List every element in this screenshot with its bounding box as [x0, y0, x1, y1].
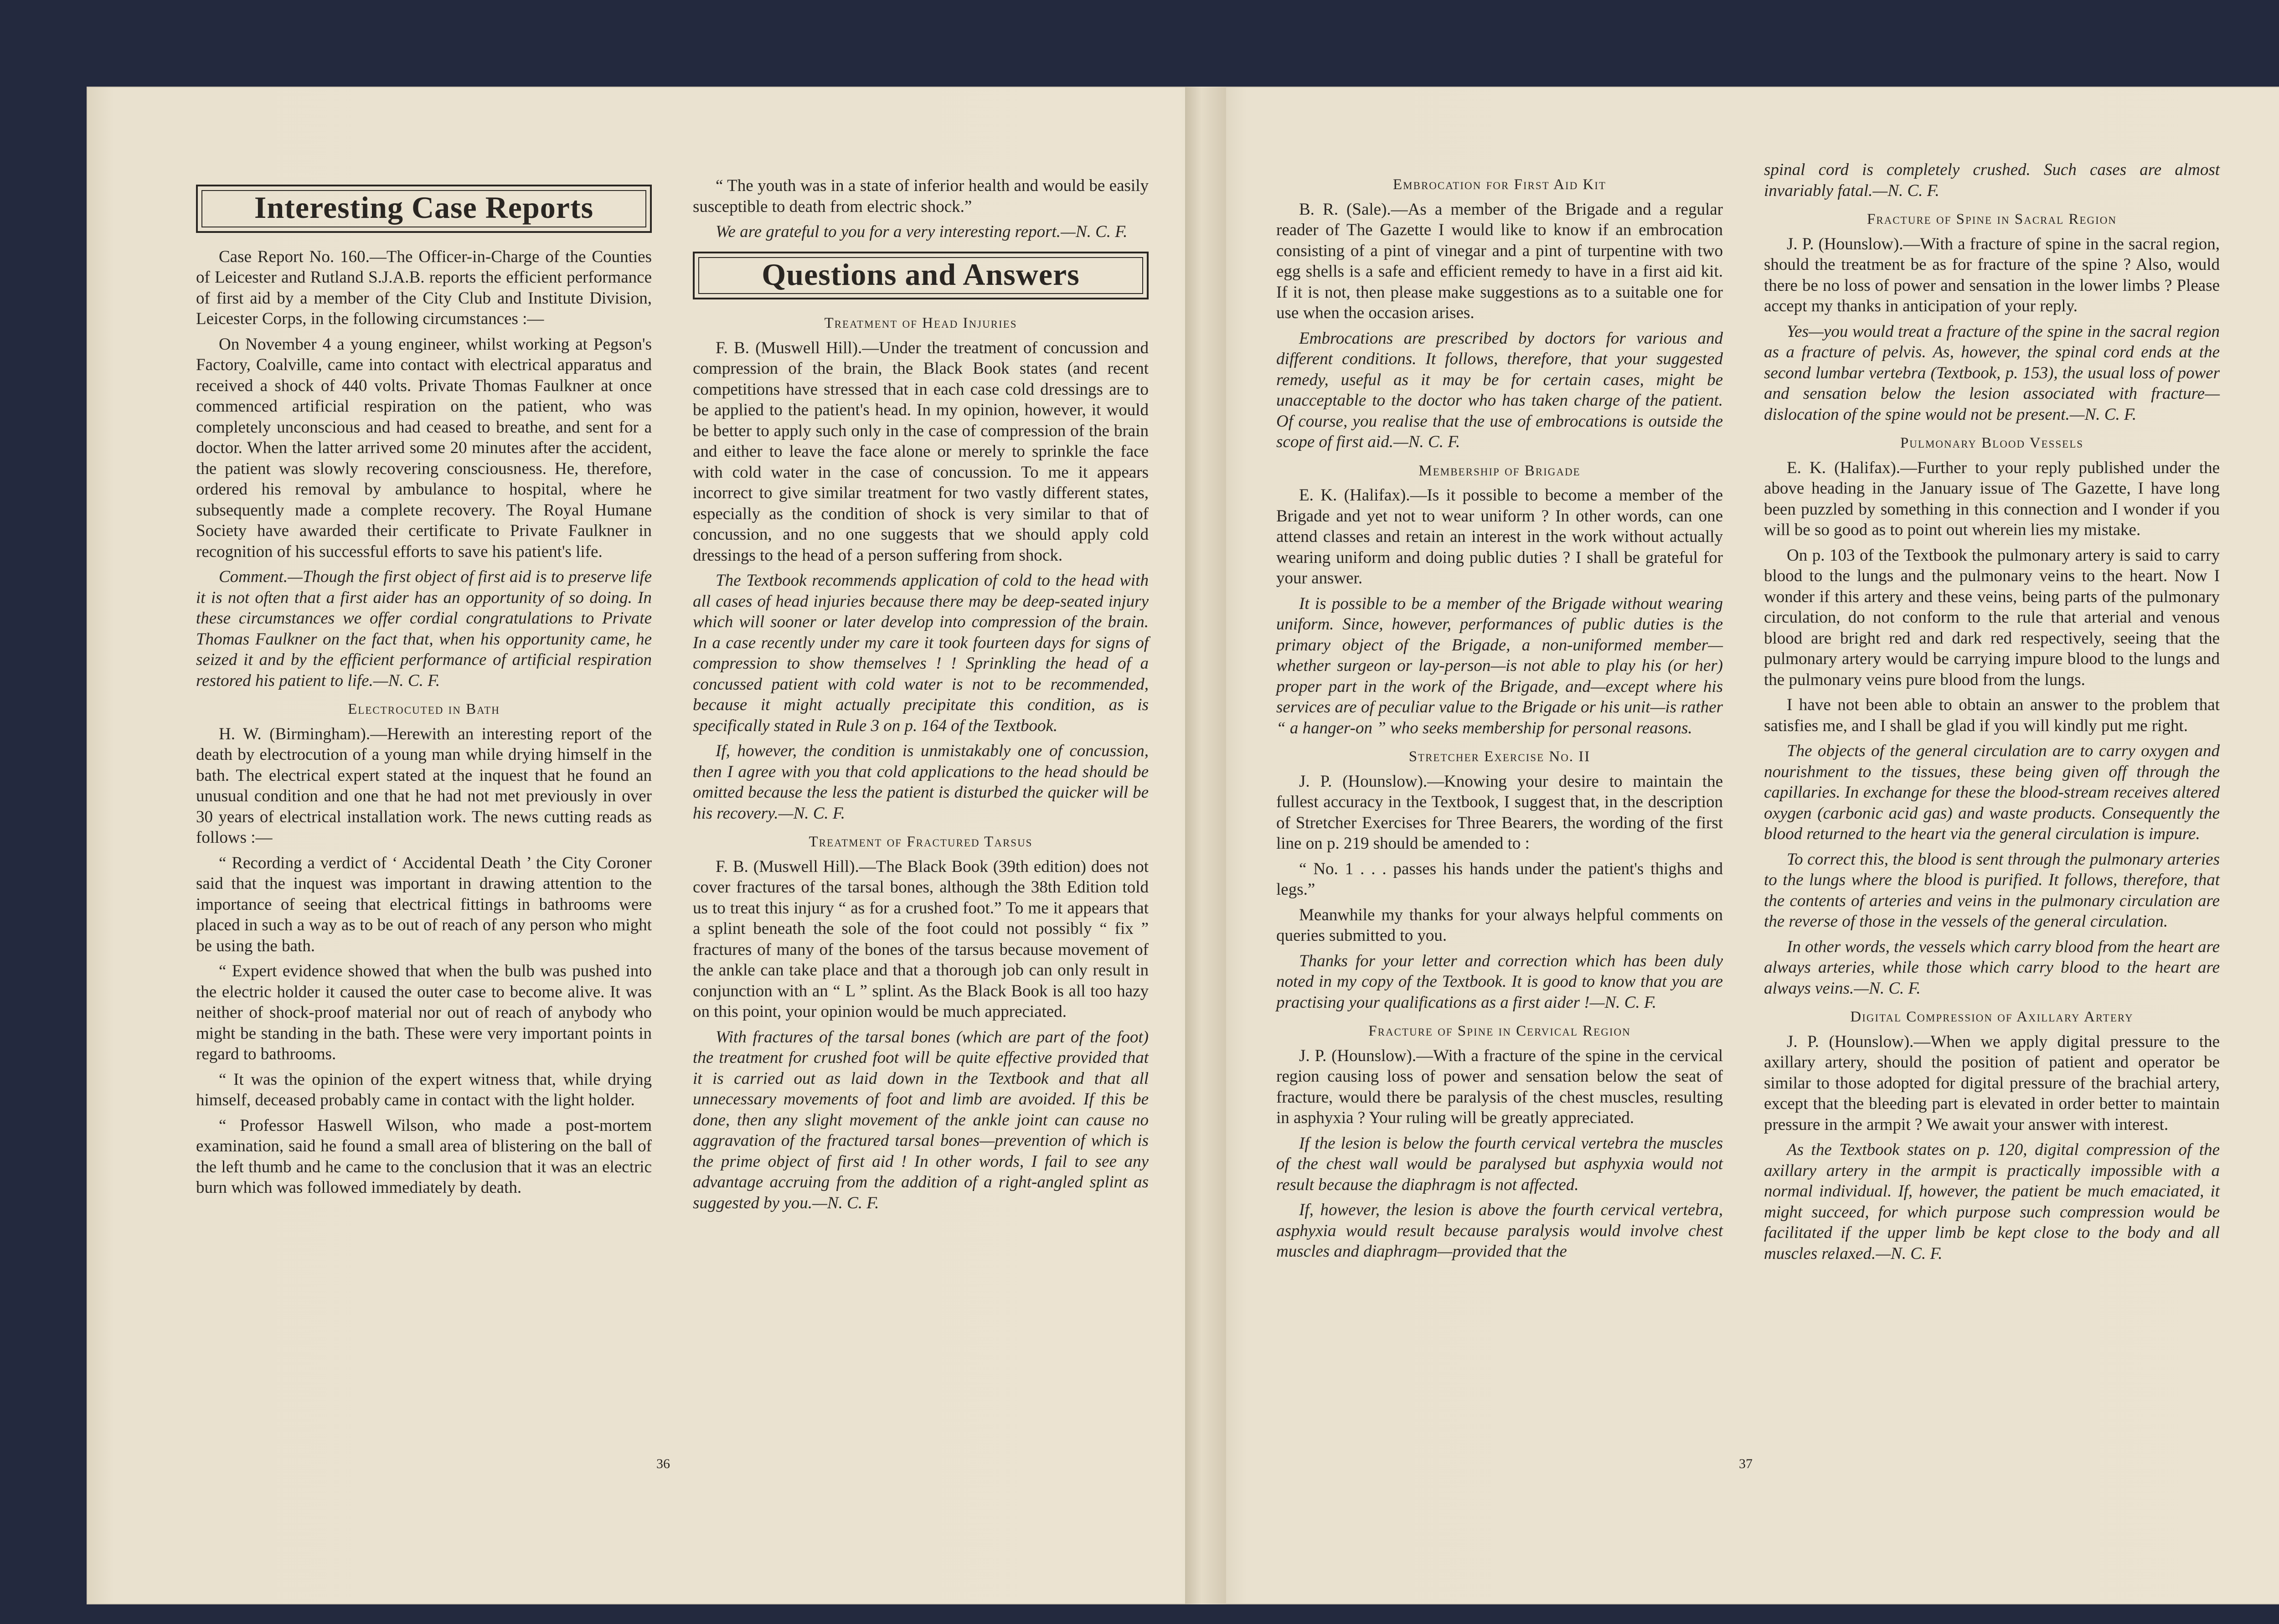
paragraph: J. P. (Hounslow).—Knowing your desire to maintain the fullest accuracy in the Textbook, I suggest that, in the description of Stretcher Exercises for Three Bearers, the wording of the first line on p. 219 should be amended to :	[1276, 772, 1723, 853]
paragraph: Meanwhile my thanks for your always helpful comments on queries submitted to you.	[1276, 905, 1723, 945]
left-column-1	[196, 175, 652, 1203]
reply-paragraph: Thanks for your letter and correction which has been duly noted in my copy of the Textbook. It is good to know that you are practising your qualifications as a first aider !—N. C. F.	[1276, 951, 1723, 1012]
case-reports-title: Interesting Case Reports	[201, 190, 646, 227]
paragraph: “ Expert evidence showed that when the bulb was pushed into the electric holder it caused the outer case to become alive. It was neither of shock-proof material nor out of reach of anybody who might be standing in the bath. These were very important points in regard to bathrooms.	[196, 962, 652, 1063]
paragraph: On p. 103 of the Textbook the pulmonary artery is said to carry blood to the lungs and the pulmonary veins to the heart. Now I wonder if this artery and these veins, being parts of the pulmonary circulation, do not conform to the rule that arterial and venous blood are bright red and dark red respectively, seeing that the pulmonary artery would be carrying impure blood to the lungs and the pulmonary veins pure blood from the lungs.	[1764, 546, 2220, 689]
section-heading: Membership of Brigade	[1418, 462, 1581, 479]
section-heading: Electrocuted in Bath	[348, 701, 500, 717]
section-heading: Fracture of Spine in Sacral Region	[1867, 211, 2117, 227]
page-number-left: 36	[656, 1456, 670, 1471]
paragraph: F. B. (Muswell Hill).—The Black Book (39th edition) does not cover fractures of the tarsal bones, although the 38th Edition told us to treat this injury “ as for a crushed foot.” To me it appears that a splint beneath the sole of the foot could not possibly “ fix ” fractures of many of the bones of the tarsus because movement of the ankle can take place and that a thorough job can only result in conjunction with an “ L ” splint. As the Black Book is all too hazy on this point, your opinion would be much appreciated.	[693, 857, 1149, 1021]
right-column-2	[1764, 160, 2220, 1268]
reply-paragraph: Yes—you would treat a fracture of the spine in the sacral region as a fracture of pelvis. As, however, the spinal cord ends at the second lumbar vertebra (Textbook, p. 153), the usual loss of power and sensation below the lesion associated with fracture—dislocation of the spine would not be present.—N. C. F.	[1764, 322, 2220, 424]
paragraph: “ Recording a verdict of ‘ Accidental Death ’ the City Coroner said that the inquest was important in drawing attention to the importance of seeing that electrical fittings in bathrooms were placed in such a way as to be out of reach of any person who might be using the bath.	[196, 853, 652, 955]
reply-paragraph: In other words, the vessels which carry blood from the heart are always arteries, while those which carry blood to the heart are always veins.—N. C. F.	[1764, 937, 2220, 998]
quote-paragraph: “ No. 1 . . . passes his hands under the patient's thighs and legs.”	[1276, 859, 1723, 899]
paragraph: “ Professor Haswell Wilson, who made a post-mortem examination, said he found a small area of blistering on the ball of the left thumb and he came to the conclusion that it was an electric burn which was followed immediately by death.	[196, 1116, 652, 1197]
reply-paragraph: Embrocations are prescribed by doctors for various and different conditions. It follows, therefore, that your suggested remedy, useful as it may be for certain cases, might be unacceptable to the doctor who has taken charge of the patient. Of course, you realise that the use of embrocations is outside the scope of first aid.—N. C. F.	[1276, 329, 1723, 451]
page-number-right: 37	[1739, 1456, 1753, 1471]
reply-paragraph: With fractures of the tarsal bones (which are part of the foot) the treatment for crushed foot will be quite effective provided that it is carried out as laid down in the Textbook and that all unnecessary movements of foot and limb are avoided. If this be done, then any slight movement of the ankle joint can cause no aggravation of the fractured tarsal bones—prevention of which is the prime object of first aid ! In other words, I fail to see any advantage accruing from the addition of a right-angled splint as suggested by you.—N. C. F.	[693, 1027, 1149, 1212]
comment-paragraph: Comment.—Though the first object of first aid is to preserve life it is not often that a first aider has an opportunity of so doing. In these circumstances we offer cordial congratulations to Private Thomas Faulkner on the fact that, when his opportunity came, he seized it and by the efficient performance of artificial respiration restored his patient to life.—N. C. F.	[196, 567, 652, 690]
section-heading: Fracture of Spine in Cervical Region	[1368, 1023, 1631, 1039]
paragraph: J. P. (Hounslow).—With a fracture of the spine in the cervical region causing loss of power and sensation below the seat of fracture, would there be paralysis of the chest muscles, resulting in asphyxia ? Your ruling will be greatly appreciated.	[1276, 1046, 1723, 1127]
reply-paragraph: spinal cord is completely crushed. Such cases are almost invariably fatal.—N. C. F.	[1764, 160, 2220, 200]
paragraph: F. B. (Muswell Hill).—Under the treatment of concussion and compression of the brain, the Black Book states (and recent competitions have stressed that in each case cold dressings are to be applied to the patient's head. In my opinion, however, it would be better to apply such only in the case of compression of the brain and either to leave the face alone or merely to sprinkle the face with cold water in the case of concussion. To me it appears incorrect to give similar treatment for two vastly different states, especially as the condition of shock is very similar to that of concussion, and no one suggests that we should apply cold dressings to the head of a person suffering from shock.	[693, 338, 1149, 565]
paragraph: E. K. (Halifax).—Is it possible to become a member of the Brigade and yet not to wear uniform ? In other words, can one attend classes and retain an interest in the work without actually wearing uniform and doing public duties ? I shall be grateful for your answer.	[1276, 486, 1723, 588]
reply-paragraph: The Textbook recommends application of cold to the head with all cases of head injuries because there may be deep-seated injury which will sooner or later develop into compression of the brain. In a case recently under my care it took fourteen days for signs of compression to show themselves ! ! Sprinkling the head of a concussed patient with cold water is not to be recommended, because it might actually precipitate this condition, as is specifically stated in Rule 3 on p. 164 of the Textbook.	[693, 571, 1149, 735]
reply-paragraph: It is possible to be a member of the Brigade without wearing uniform. Since, however, performances of public duties is the primary object of the Brigade, a non-uniformed member—whether surgeon or lay-person—is not able to play his (or her) proper part in the work of the Brigade, and—except where his services are of peculiar value to the Brigade or his unit—is rather “ a hanger-on ” who seeks membership for personal reasons.	[1276, 594, 1723, 737]
questions-answers-title: Questions and Answers	[698, 257, 1143, 294]
reply-paragraph: As the Textbook states on p. 120, digital compression of the axillary artery in the armpit is practically impossible with a normal individual. If, however, the patient be much emaciated, it might succeed, for which purpose such compression would be facilitated if the upper limb be kept close to the body and all muscles relaxed.—N. C. F.	[1764, 1140, 2220, 1263]
section-heading: Treatment of Head Injuries	[824, 315, 1017, 331]
left-column-2	[693, 175, 1149, 1218]
book-spine	[1185, 87, 1226, 1604]
section-heading: Pulmonary Blood Vessels	[1900, 435, 2084, 451]
reply-paragraph: To correct this, the blood is sent through the pulmonary arteries to the lungs where the blood is purified. It follows, therefore, that the contents of arteries and veins in the pulmonary circulation are the reverse of those in the vessels of the general circulation.	[1764, 850, 2220, 931]
paragraph: B. R. (Sale).—As a member of the Brigade and a regular reader of The Gazette I would like to know if an embrocation consisting of a pint of vinegar and a pint of turpentine with two egg shells is a safe and efficient remedy to have in a first aid kit. If it is not, then please make suggestions as to a suitable one for use when the occasion arises.	[1276, 200, 1723, 322]
paragraph: I have not been able to obtain an answer to the problem that satisfies me, and I shall be glad if you will kindly put me right.	[1764, 696, 2220, 735]
paragraph: “ The youth was in a state of inferior health and would be easily susceptible to death from electric shock.”	[693, 176, 1149, 216]
reply-paragraph: If the lesion is below the fourth cervical vertebra the muscles of the chest wall would be paralysed but asphyxia would not result because the diaphragm is not affected.	[1276, 1134, 1723, 1194]
right-column-1	[1276, 166, 1723, 1267]
questions-answers-box	[693, 252, 1149, 300]
reply-paragraph: If, however, the condition is unmistakably one of concussion, then I agree with you that cold applications to the head should be omitted because the less the patient is disturbed the quicker will be his recovery.—N. C. F.	[693, 742, 1149, 823]
section-heading: Stretcher Exercise No. II	[1408, 748, 1591, 765]
paragraph: J. P. (Hounslow).—With a fracture of spine in the sacral region, should the treatment be as for fracture of the spine ? Also, would there be no loss of power and sensation in the lower limbs ? Please accept my thanks in anticipation of your reply.	[1764, 234, 2220, 315]
paragraph: H. W. (Birmingham).—Herewith an interesting report of the death by electrocution of a young man while drying himself in the bath. The electrical expert stated at the inquest that he found an unusual condition and one that he had not met previously in over 30 years of electrical installation work. The news cutting reads as follows :—	[196, 724, 652, 847]
paragraph: “ It was the opinion of the expert witness that, while drying himself, deceased probably came in contact with the light holder.	[196, 1070, 652, 1109]
section-heading: Treatment of Fractured Tarsus	[809, 834, 1033, 850]
section-heading: Embrocation for First Aid Kit	[1393, 176, 1606, 193]
reply-paragraph: If, however, the lesion is above the fourth cervical vertebra, asphyxia would result because paralysis would involve chest muscles and diaphragm—provided that the	[1276, 1201, 1723, 1261]
case-reports-box	[196, 185, 652, 233]
reply-paragraph: The objects of the general circulation are to carry oxygen and nourishment to the tissues, these being given off through the capillaries. In exchange for these the blood-stream receives altered oxygen (carbonic acid gas) and waste products. Consequently the blood returned to the heart via the general circulation is impure.	[1764, 742, 2220, 843]
paragraph: Case Report No. 160.—The Officer-in-Charge of the Counties of Leicester and Rutland S.J.A.B. reports the efficient performance of first aid by a member of the City Club and Institute Division, Leicester Corps, in the following circumstances :—	[196, 247, 652, 328]
paragraph: J. P. (Hounslow).—When we apply digital pressure to the axillary artery, should the position of patient and operator be similar to those adopted for digital pressure of the brachial artery, except that the bleeding part is elevated in order better to maintain pressure in the armpit ? We await your answer with interest.	[1764, 1032, 2220, 1134]
section-heading: Digital Compression of Axillary Artery	[1850, 1009, 2134, 1025]
paragraph: On November 4 a young engineer, whilst working at Pegson's Factory, Coalville, came into contact with electrical apparatus and received a shock of 440 volts. Private Thomas Faulkner at once commenced artificial respiration on the patient, who was completely unconscious and had ceased to breathe, and sent for a doctor. When the latter arrived some 20 minutes after the accident, the patient was slowly recovering consciousness. He, therefore, ordered his removal by ambulance to hospital, where he subsequently made a complete recovery. The Royal Humane Society have awarded their certificate to Private Faulkner in recognition of his successful efforts to save his patient's life.	[196, 335, 652, 561]
reply-paragraph: We are grateful to you for a very interesting report.—N. C. F.	[716, 222, 1128, 241]
paragraph: E. K. (Halifax).—Further to your reply published under the above heading in the January issue of The Gazette, I have long been puzzled by something in this connection and I wonder if you will be so good as to point out wherein lies my mistake.	[1764, 458, 2220, 539]
